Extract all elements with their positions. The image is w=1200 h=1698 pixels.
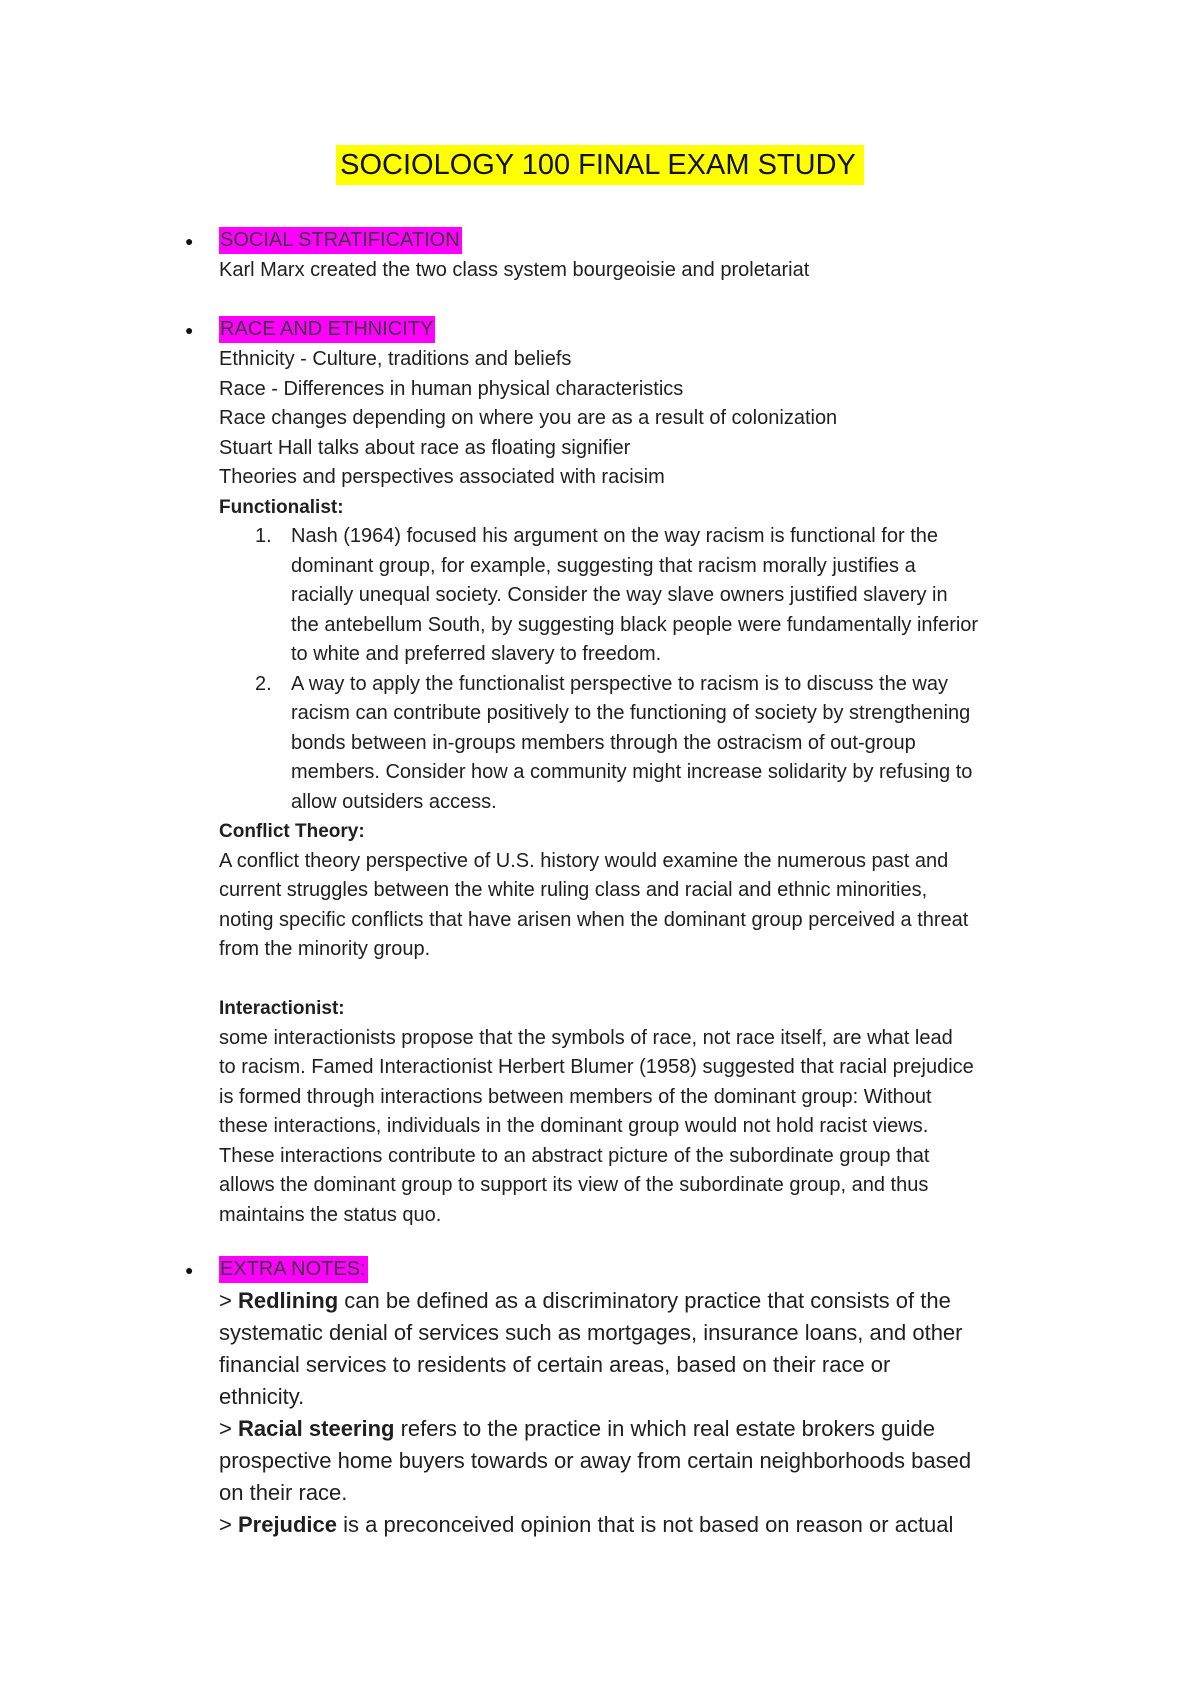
section-heading: SOCIAL STRATIFICATION <box>219 227 462 254</box>
text-line: bonds between in-groups members through the ostracism of out-group <box>291 731 916 754</box>
text-line: current struggles between the white ruling class and racial and ethnic minorities, <box>219 879 928 901</box>
text-line: Race changes depending on where you are as a result of colonization <box>219 407 838 429</box>
text-line: Ethnicity - Culture, traditions and beliefs <box>219 348 572 370</box>
document-title: SOCIOLOGY 100 FINAL EXAM STUDY <box>336 145 864 185</box>
list-number: 2. <box>255 672 272 695</box>
text-line: on their race. <box>219 1480 348 1505</box>
bullet-icon: ● <box>185 1262 194 1278</box>
heading-row <box>185 227 1069 256</box>
note-racial-steering <box>219 1413 1069 1509</box>
text-line: Theories and perspectives associated with racisim <box>219 466 665 488</box>
text-line: maintains the status quo. <box>219 1203 442 1226</box>
text-line: Nash (1964) focused his argument on the way racism is functional for the <box>291 525 938 547</box>
text-line: some interactionists propose that the symbols of race, not race itself, are what lead <box>219 1026 953 1049</box>
text-line: racially unequal society. Consider the way slave owners justified slavery in <box>291 584 948 606</box>
note-text: refers to the practice in which real estate brokers guide <box>394 1416 935 1441</box>
section-heading: RACE AND ETHNICITY <box>219 316 435 343</box>
section-heading: EXTRA NOTES: <box>219 1256 368 1283</box>
text-line: members. Consider how a community might increase solidarity by refusing to <box>291 761 973 783</box>
functionalist-list <box>219 522 1069 817</box>
spacer <box>219 965 1069 995</box>
list-number: 1. <box>255 525 272 547</box>
note-term: Prejudice <box>237 1512 338 1537</box>
text-line: dominant group, for example, suggesting that racism morally justifies a <box>291 554 916 577</box>
note-prefix: > <box>219 1416 238 1441</box>
bullet-icon: ● <box>185 233 194 249</box>
text-line: allows the dominant group to support its view of the subordinate group, and thus <box>219 1174 929 1196</box>
note-term: Racial steering <box>237 1416 395 1441</box>
text-line: allow outsiders access. <box>291 790 497 813</box>
text-line: A way to apply the functionalist perspective to racism is to discuss the way <box>291 672 948 695</box>
heading-row <box>185 316 1069 345</box>
text-line: Race - Differences in human physical characteristics <box>219 377 684 400</box>
text-line: prospective home buyers towards or away from certain neighborhoods based <box>219 1448 972 1473</box>
text-line: to white and preferred slavery to freedom. <box>291 643 662 665</box>
text-line: the antebellum South, by suggesting black people were fundamentally inferior <box>291 613 979 636</box>
text-line <box>219 1509 1069 1541</box>
list-item <box>219 522 1069 670</box>
bullet-icon: ● <box>185 322 194 338</box>
text-line: ethnicity. <box>219 1384 305 1409</box>
heading-row <box>185 1256 1069 1285</box>
section-extra-notes <box>185 1256 1069 1541</box>
functionalist-label: Functionalist: <box>219 496 344 518</box>
list-item <box>219 670 1069 818</box>
interactionist-label: Interactionist: <box>219 998 345 1019</box>
text-line: These interactions contribute to an abstract picture of the subordinate group that <box>219 1144 930 1167</box>
text-line: these interactions, individuals in the dominant group would not hold racist views. <box>219 1115 929 1137</box>
text-line: Karl Marx created the two class system bourgeoisie and proletariat <box>219 259 810 281</box>
conflict-theory-label: Conflict Theory: <box>219 821 365 842</box>
note-redlining <box>219 1285 1069 1413</box>
text-line: A conflict theory perspective of U.S. history would examine the numerous past and <box>219 849 949 872</box>
section-race-ethnicity <box>185 316 1069 1230</box>
text-line: Stuart Hall talks about race as floating signifier <box>219 436 631 459</box>
text-line: noting specific conflicts that have arisen when the dominant group perceived a threat <box>219 908 969 931</box>
text-line: financial services to residents of certain areas, based on their race or <box>219 1352 891 1377</box>
text-line: systematic denial of services such as mortgages, insurance loans, and other <box>219 1320 963 1345</box>
note-text: can be defined as a discriminatory practice that consists of the <box>338 1288 951 1313</box>
text-line <box>219 1285 1069 1317</box>
note-prefix: > <box>219 1512 238 1537</box>
text-line: to racism. Famed Interactionist Herbert Blumer (1958) suggested that racial prejudice <box>219 1056 974 1078</box>
text-line: racism can contribute positively to the functioning of society by strengthening <box>291 702 971 724</box>
text-line <box>219 1413 1069 1445</box>
note-prefix: > <box>219 1288 238 1313</box>
text-line: from the minority group. <box>219 938 431 960</box>
note-term: Redlining <box>237 1288 339 1313</box>
title-container <box>0 145 1200 185</box>
text-line: is formed through interactions between members of the dominant group: Without <box>219 1085 932 1108</box>
note-text: is a preconceived opinion that is not based on reason or actual <box>337 1512 954 1537</box>
section-social-stratification <box>185 227 1069 286</box>
note-prejudice <box>219 1509 1069 1541</box>
